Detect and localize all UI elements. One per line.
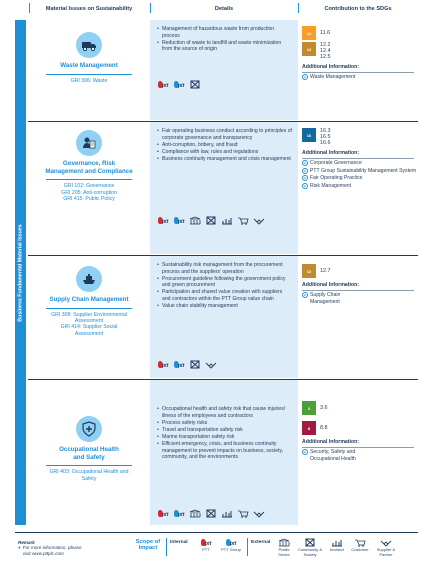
scope-icons xyxy=(157,216,265,225)
sdg-cell xyxy=(298,380,418,525)
svg-text:ptt: ptt xyxy=(178,363,185,369)
svg-text:ptt: ptt xyxy=(178,83,185,89)
investor-icon xyxy=(331,538,343,547)
sdg-target: 16.6 xyxy=(320,140,331,146)
link-icon: ● xyxy=(304,183,306,188)
gri-divider xyxy=(46,465,132,466)
side-label-text: Business Fundamental Material Issues xyxy=(17,223,24,322)
divider xyxy=(302,290,414,291)
link-icon: ● xyxy=(304,75,306,80)
additional-info-label: Corporate Governance xyxy=(310,160,362,166)
legend-ptt xyxy=(196,538,216,553)
additional-info-title: Additional Information: xyxy=(302,282,360,288)
divider xyxy=(302,72,414,73)
sdg-group xyxy=(302,264,418,278)
ptt-group-logo-icon xyxy=(225,538,237,547)
sdg-target: 16.3 xyxy=(320,128,331,134)
issue-title: Governance, Risk Management and Compliance xyxy=(45,160,133,175)
sdg-target: 12.4 xyxy=(320,48,331,54)
ptt-group-logo-icon xyxy=(173,509,185,518)
sdg-group xyxy=(302,26,418,40)
detail-item: • Value chain stability management xyxy=(157,303,292,310)
legend-label: PTT xyxy=(202,547,210,552)
external-label: External xyxy=(251,540,271,545)
supplier-icon xyxy=(253,509,265,518)
material-issue-cell xyxy=(28,20,150,120)
legend-community xyxy=(295,538,325,557)
additional-info-link[interactable] xyxy=(302,168,418,175)
table-row xyxy=(28,122,418,254)
footer-separator xyxy=(166,538,167,556)
ptt-group-logo-icon xyxy=(173,216,185,225)
ship-icon xyxy=(76,266,102,292)
issue-title: Waste Management xyxy=(60,62,118,69)
sdg-3-icon: 3 xyxy=(302,401,316,415)
link-icon: ● xyxy=(304,168,306,173)
remark-title: Remark xyxy=(18,540,35,545)
detail-item: • Management of hazardous waste from production process xyxy=(157,26,292,39)
legend-supplier xyxy=(373,538,399,557)
customer-icon xyxy=(354,538,366,547)
additional-info-link[interactable] xyxy=(302,74,418,81)
supplier-icon xyxy=(253,216,265,225)
svg-text:ptt: ptt xyxy=(162,512,169,518)
scope-icons xyxy=(157,80,201,89)
legend-public-sector xyxy=(274,538,294,557)
sdg-8-icon: 8 xyxy=(302,421,316,435)
additional-info-label: Security, Safety and Occupational Health xyxy=(310,449,356,462)
table-row xyxy=(28,256,418,378)
additional-info-link[interactable] xyxy=(302,160,418,167)
sdg-target: 16.5 xyxy=(320,134,331,140)
header-material-issues: Material Issues on Sustainability xyxy=(45,6,133,12)
svg-text:ptt: ptt xyxy=(162,363,169,369)
sdg-12-icon: 12 xyxy=(302,264,316,278)
gri-item: GRI 306: Waste xyxy=(70,77,108,84)
community-icon xyxy=(205,216,217,225)
legend-label: Supplier & Partner xyxy=(376,547,396,557)
details-cell xyxy=(150,20,298,120)
gri-item: GRI 414: Supplier Social Assessment xyxy=(60,324,118,337)
header-sdgs: Contribution to the SDGs xyxy=(324,6,392,12)
legend-label: PTT Group xyxy=(221,547,241,552)
additional-info-title: Additional Information: xyxy=(302,439,360,445)
sdg-12-icon: 12 xyxy=(302,42,316,56)
divider xyxy=(302,447,414,448)
ptt-logo-icon xyxy=(157,509,169,518)
header-divider xyxy=(150,3,151,13)
sdg-target: 3.6 xyxy=(320,405,328,411)
public-sector-icon xyxy=(278,538,290,547)
community-icon xyxy=(304,538,316,547)
public-sector-icon xyxy=(189,509,201,518)
material-issue-cell xyxy=(28,380,150,525)
link-icon: ● xyxy=(304,293,306,298)
legend-label: Community & Society xyxy=(297,547,322,557)
customer-icon xyxy=(237,216,249,225)
gri-item: GRI 102: Governance xyxy=(63,183,115,190)
link-icon: ● xyxy=(304,161,306,166)
legend-label: Investor xyxy=(329,547,345,552)
ptt-logo-icon xyxy=(157,80,169,89)
issue-title: Supply Chain Management xyxy=(49,296,129,303)
gri-item: GRI 403: Occupational Health and Safety xyxy=(49,469,129,482)
issue-title: Occupational Health and Safety xyxy=(59,446,119,461)
additional-info-label: PTT Group Sustainability Management System xyxy=(310,167,417,174)
detail-item: • Process safety risks xyxy=(157,420,292,427)
svg-text:ptt: ptt xyxy=(162,219,169,225)
detail-item: • Sustainability risk management from the procurement process and the suppliers' operation xyxy=(157,262,292,275)
sdg-11-icon: 11 xyxy=(302,26,316,40)
table-row xyxy=(28,380,418,525)
footer-divider xyxy=(15,532,418,533)
additional-info-label: Fair Operating Practice xyxy=(310,175,363,181)
scope-icons xyxy=(157,360,217,369)
legend-investor xyxy=(327,538,347,553)
table-header xyxy=(28,3,418,17)
link-icon: ● xyxy=(304,450,306,455)
investor-icon xyxy=(221,216,233,225)
supplier-icon xyxy=(380,538,392,547)
additional-info-label: Risk Management xyxy=(310,182,352,189)
legend-customer xyxy=(349,538,371,553)
detail-item: • Compliance with law, rules and regulations xyxy=(157,149,292,156)
sdg-target: 12.7 xyxy=(320,268,331,274)
detail-item: • Business continuity management and crisis management xyxy=(157,156,292,163)
sdg-group xyxy=(302,42,418,60)
gri-item: GRI 415: Public Policy xyxy=(63,196,115,202)
sdg-target: 12.5 xyxy=(320,54,331,60)
detail-item: • Fair operating business conduct according to principles of corporate governance and transparency xyxy=(157,128,292,141)
ptt-logo-icon xyxy=(200,538,212,547)
gri-divider xyxy=(46,308,132,309)
detail-item: • Travel and transportation safety risk xyxy=(157,427,292,434)
sdg-target: 8.8 xyxy=(320,425,328,431)
governance-icon xyxy=(76,130,102,156)
details-cell xyxy=(150,380,298,525)
additional-info-link[interactable] xyxy=(302,449,368,462)
ptt-group-logo-icon xyxy=(173,360,185,369)
sdg-16-icon: 16 xyxy=(302,128,316,142)
remark-text: For more information, please visit www.pttplc.com xyxy=(22,545,82,556)
link-icon: ● xyxy=(304,176,306,181)
gri-item: GRI 308: Supplier Environmental Assessment xyxy=(51,311,127,324)
community-icon xyxy=(205,509,217,518)
legend-label: Public Sector xyxy=(278,547,290,557)
divider xyxy=(302,158,414,159)
community-icon xyxy=(189,80,201,89)
ptt-logo-icon xyxy=(157,216,169,225)
detail-item: • Participation and shared value creation with suppliers and contractors within the PTT Group value chain xyxy=(157,289,292,302)
sdg-group xyxy=(302,128,418,146)
supplier-icon xyxy=(205,360,217,369)
additional-info-title: Additional Information: xyxy=(302,150,360,156)
gri-divider xyxy=(46,179,132,180)
additional-info-link[interactable] xyxy=(302,292,362,305)
sdg-cell xyxy=(298,20,418,120)
gri-item: GRI 205: Anti-corruption xyxy=(61,189,117,196)
customer-icon xyxy=(237,509,249,518)
table-row xyxy=(28,20,418,120)
truck-icon xyxy=(76,32,102,58)
footer-separator xyxy=(247,538,248,556)
details-cell xyxy=(150,122,298,254)
investor-icon xyxy=(221,509,233,518)
detail-item: • Marine transportation safety risk xyxy=(157,434,292,441)
info-icon: ● xyxy=(18,545,21,551)
sdg-target: 11.6 xyxy=(320,30,331,36)
header-divider xyxy=(29,3,30,13)
legend-label: Customer xyxy=(351,547,369,552)
additional-info-link[interactable] xyxy=(302,175,418,182)
material-issue-cell xyxy=(28,256,150,378)
details-cell xyxy=(150,256,298,378)
ptt-group-logo-icon xyxy=(173,80,185,89)
sdg-cell xyxy=(298,256,418,378)
legend-ptt-group xyxy=(219,538,243,553)
side-label xyxy=(15,20,26,525)
additional-info-title: Additional Information: xyxy=(302,64,360,70)
internal-label: Internal xyxy=(170,540,188,545)
community-icon xyxy=(189,360,201,369)
sdg-group xyxy=(302,401,418,415)
header-divider xyxy=(298,3,299,13)
sdg-group xyxy=(302,421,418,435)
detail-item: • Reduction of waste to landfill and waste minimization from the source of origin xyxy=(157,40,292,53)
svg-text:ptt: ptt xyxy=(162,83,169,89)
additional-info-link[interactable] xyxy=(302,183,418,190)
svg-text:ptt: ptt xyxy=(178,219,185,225)
sdg-cell xyxy=(298,122,418,254)
detail-item: • Procurement guideline following the government policy and green procurement xyxy=(157,276,292,289)
additional-info-label: Supply Chain Management xyxy=(310,292,341,305)
svg-text:ptt: ptt xyxy=(178,512,185,518)
scope-icons xyxy=(157,509,265,518)
svg-text:ptt: ptt xyxy=(205,541,212,547)
svg-text:ptt: ptt xyxy=(230,541,237,547)
ptt-logo-icon xyxy=(157,360,169,369)
header-details: Details xyxy=(214,6,234,12)
detail-item: • Anti-corruption, bribery, and fraud xyxy=(157,142,292,149)
detail-item: • Efficient emergency, crisis, and business continuity management to prevent impacts on business, society, community, and the environments xyxy=(157,441,292,461)
remark xyxy=(18,540,87,556)
sdg-target: 12.2 xyxy=(320,42,331,48)
material-issue-cell xyxy=(28,122,150,254)
gri-divider xyxy=(46,74,132,75)
scope-of-impact-title: Scope of Impact xyxy=(135,539,161,552)
detail-item: • Occupational health and safety risk that cause injuries/ illness of the employees and contractors xyxy=(157,406,292,419)
health-shield-icon xyxy=(76,416,102,442)
additional-info-label: Waste Management xyxy=(310,74,356,80)
public-sector-icon xyxy=(189,216,201,225)
